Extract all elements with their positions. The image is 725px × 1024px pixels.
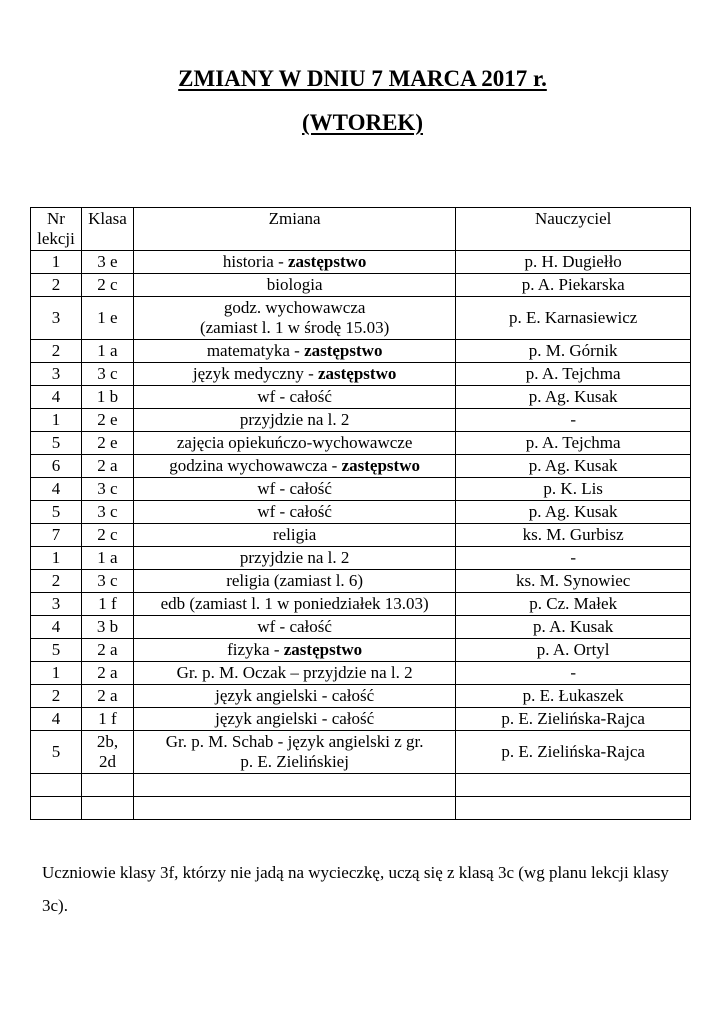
change-cell-text: wf - całość [257, 479, 332, 498]
class-cell-text: 2 a [97, 640, 118, 659]
teacher-cell-text: p. E. Karnasiewicz [508, 308, 638, 327]
class-cell-text: 1 f [98, 594, 117, 613]
change-cell-text: religia [272, 525, 317, 544]
teacher-cell [456, 501, 691, 524]
class-cell [81, 432, 133, 455]
table-row [31, 685, 691, 708]
empty-cell [31, 797, 82, 820]
change-cell [133, 731, 455, 774]
table-header-row [31, 208, 691, 251]
lesson-number-cell [31, 731, 82, 774]
lesson-number-cell-text: 4 [51, 387, 61, 406]
change-cell [133, 340, 455, 363]
lesson-number-cell-text: 5 [51, 742, 61, 761]
teacher-cell [456, 570, 691, 593]
class-cell-text: 3 c [97, 364, 118, 383]
teacher-cell-text: p. Ag. Kusak [528, 456, 618, 475]
lesson-number-cell-text: 5 [51, 640, 61, 659]
header-change: Zmiana [133, 208, 455, 251]
lesson-number-cell [31, 547, 82, 570]
header-lesson-number: Nr lekcji [31, 208, 82, 251]
class-cell-text: 2 e [97, 410, 118, 429]
lesson-number-cell [31, 662, 82, 685]
teacher-cell-text: ks. M. Synowiec [516, 571, 631, 590]
lesson-number-cell [31, 340, 82, 363]
empty-cell [133, 774, 455, 797]
table-row [31, 616, 691, 639]
change-cell-text: przyjdzie na l. 2 [239, 548, 350, 567]
change-cell-text: zastępstwo [304, 341, 383, 360]
table-row [31, 501, 691, 524]
lesson-number-cell-text: 4 [51, 617, 61, 636]
table-row [31, 547, 691, 570]
teacher-cell-text: p. Cz. Małek [529, 594, 618, 613]
class-cell [81, 478, 133, 501]
change-cell [133, 409, 455, 432]
class-cell [81, 409, 133, 432]
table-row [31, 363, 691, 386]
lesson-number-cell-text: 2 [51, 571, 61, 590]
change-cell-text: godz. wychowawcza [223, 298, 366, 317]
teacher-cell [456, 409, 691, 432]
class-cell [81, 386, 133, 409]
class-cell [81, 708, 133, 731]
change-cell [133, 432, 455, 455]
empty-cell [456, 774, 691, 797]
lesson-number-cell [31, 570, 82, 593]
change-cell [133, 363, 455, 386]
change-cell-text: zajęcia opiekuńczo-wychowawcze [176, 433, 413, 452]
table-row [31, 274, 691, 297]
teacher-cell-text: p. K. Lis [543, 479, 603, 498]
change-cell-text: Gr. p. M. Schab - język angielski z gr. [165, 732, 424, 751]
table-row [31, 455, 691, 478]
class-cell [81, 616, 133, 639]
class-cell-text: 2 e [97, 433, 118, 452]
change-cell-text: język medyczny - [192, 364, 318, 383]
table-row [31, 570, 691, 593]
lesson-number-cell-text: 5 [51, 502, 61, 521]
footer-note: Uczniowie klasy 3f, którzy nie jadą na wycieczkę, uczą się z klasą 3c (wg planu lekcji klasy 3c). [42, 863, 669, 915]
change-cell-text: zastępstwo [317, 364, 397, 383]
empty-cell [456, 797, 691, 820]
teacher-cell [456, 340, 691, 363]
class-cell [81, 501, 133, 524]
class-cell-text: 3 e [97, 252, 118, 271]
teacher-cell [456, 297, 691, 340]
class-cell-text: 2 c [97, 525, 118, 544]
class-cell [81, 363, 133, 386]
lesson-number-cell [31, 685, 82, 708]
table-row [31, 662, 691, 685]
class-cell-text: 3 c [97, 479, 118, 498]
header-teacher: Nauczyciel [456, 208, 691, 251]
lesson-number-cell-text: 1 [51, 252, 61, 271]
change-cell-text: zastępstwo [288, 252, 367, 271]
change-cell-text: wf - całość [257, 387, 332, 406]
change-cell [133, 274, 455, 297]
teacher-cell-text: - [570, 663, 576, 682]
class-cell-text: 1 f [98, 709, 117, 728]
teacher-cell-text: p. E. Zielińska-Rajca [501, 742, 645, 761]
table-row [31, 409, 691, 432]
teacher-cell [456, 455, 691, 478]
teacher-cell-text: - [570, 410, 576, 429]
change-cell-text: przyjdzie na l. 2 [239, 410, 350, 429]
lesson-number-cell [31, 639, 82, 662]
teacher-cell-text: p. A. Kusak [533, 617, 614, 636]
change-cell-text: wf - całość [257, 502, 332, 521]
class-cell [81, 662, 133, 685]
lesson-number-cell-text: 1 [51, 548, 61, 567]
lesson-number-cell-text: 3 [51, 594, 61, 613]
empty-table-row [31, 774, 691, 797]
change-cell-text: matematyka - [206, 341, 305, 360]
lesson-number-cell-text: 3 [51, 308, 61, 327]
change-cell [133, 297, 455, 340]
table-row [31, 639, 691, 662]
class-cell [81, 524, 133, 547]
lesson-number-cell [31, 593, 82, 616]
teacher-cell [456, 274, 691, 297]
lesson-number-cell [31, 363, 82, 386]
lesson-number-cell [31, 501, 82, 524]
change-cell [133, 685, 455, 708]
lesson-number-cell-text: 1 [51, 410, 61, 429]
table-row [31, 478, 691, 501]
class-cell-text: 1 e [97, 308, 118, 327]
class-cell [81, 455, 133, 478]
teacher-cell [456, 251, 691, 274]
teacher-cell [456, 708, 691, 731]
lesson-number-cell-text: 6 [51, 456, 61, 475]
change-cell-text: język angielski - całość [215, 686, 375, 705]
table-row [31, 340, 691, 363]
table-row [31, 524, 691, 547]
class-cell-text: 2 c [97, 275, 118, 294]
class-cell-text: 2b, [96, 732, 119, 751]
empty-cell [133, 797, 455, 820]
class-cell-text: 2 a [97, 663, 118, 682]
lesson-number-cell [31, 432, 82, 455]
class-cell-text: 2 a [97, 686, 118, 705]
teacher-cell [456, 363, 691, 386]
lesson-number-cell [31, 409, 82, 432]
change-cell [133, 386, 455, 409]
teacher-cell [456, 547, 691, 570]
teacher-cell [456, 524, 691, 547]
teacher-cell-text: p. H. Dugiełło [524, 252, 622, 271]
substitutions-table [30, 207, 691, 820]
lesson-number-cell [31, 274, 82, 297]
change-cell [133, 616, 455, 639]
class-cell [81, 251, 133, 274]
class-cell-text: 3 c [97, 571, 118, 590]
change-cell-text: zastępstwo [341, 456, 420, 475]
teacher-cell-text: p. Ag. Kusak [528, 502, 618, 521]
teacher-cell-text: - [570, 548, 576, 567]
table-row [31, 386, 691, 409]
empty-cell [81, 774, 133, 797]
teacher-cell-text: p. A. Ortyl [536, 640, 610, 659]
change-cell [133, 662, 455, 685]
change-cell [133, 501, 455, 524]
table-row [31, 708, 691, 731]
teacher-cell-text: ks. M. Gurbisz [522, 525, 624, 544]
teacher-cell [456, 432, 691, 455]
class-cell [81, 731, 133, 774]
teacher-cell [456, 616, 691, 639]
change-cell [133, 524, 455, 547]
table-row [31, 251, 691, 274]
lesson-number-cell [31, 708, 82, 731]
teacher-cell-text: p. Ag. Kusak [528, 387, 618, 406]
lesson-number-cell [31, 478, 82, 501]
page-subtitle-weekday: (WTOREK) [302, 110, 423, 135]
change-cell-text: religia (zamiast l. 6) [226, 571, 364, 590]
change-cell-text: język angielski - całość [215, 709, 375, 728]
table-row [31, 593, 691, 616]
teacher-cell [456, 731, 691, 774]
lesson-number-cell-text: 2 [51, 275, 61, 294]
change-cell [133, 547, 455, 570]
change-cell-text: p. E. Zielińskiej [240, 752, 349, 771]
change-cell-text: Gr. p. M. Oczak – przyjdzie na l. 2 [176, 663, 413, 682]
lesson-number-cell [31, 251, 82, 274]
class-cell [81, 297, 133, 340]
teacher-cell [456, 478, 691, 501]
teacher-cell-text: p. E. Łukaszek [522, 686, 624, 705]
class-cell-text: 3 c [97, 502, 118, 521]
teacher-cell [456, 662, 691, 685]
change-cell [133, 639, 455, 662]
class-cell-text: 2d [98, 752, 116, 771]
lesson-number-cell-text: 4 [51, 479, 61, 498]
change-cell-text: godzina wychowawcza - [169, 456, 342, 475]
class-cell-text: 2 a [97, 456, 118, 475]
change-cell-text: edb (zamiast l. 1 w poniedziałek 13.03) [160, 594, 429, 613]
class-cell [81, 340, 133, 363]
change-cell-text: zastępstwo [283, 640, 363, 659]
page-title: ZMIANY W DNIU 7 MARCA 2017 r. [178, 66, 547, 91]
change-cell [133, 570, 455, 593]
teacher-cell [456, 386, 691, 409]
teacher-cell-text: p. M. Górnik [528, 341, 618, 360]
lesson-number-cell-text: 2 [51, 686, 61, 705]
lesson-number-cell-text: 7 [51, 525, 61, 544]
teacher-cell-text: p. A. Tejchma [525, 364, 621, 383]
change-cell [133, 478, 455, 501]
teacher-cell-text: p. E. Zielińska-Rajca [501, 709, 645, 728]
lesson-number-cell [31, 616, 82, 639]
class-cell [81, 274, 133, 297]
table-row [31, 297, 691, 340]
lesson-number-cell [31, 524, 82, 547]
change-cell-text: biologia [266, 275, 323, 294]
teacher-cell [456, 685, 691, 708]
teacher-cell-text: p. A. Tejchma [525, 433, 621, 452]
class-cell-text: 1 a [97, 548, 118, 567]
lesson-number-cell-text: 3 [51, 364, 61, 383]
class-cell [81, 639, 133, 662]
class-cell [81, 547, 133, 570]
change-cell [133, 593, 455, 616]
teacher-cell [456, 639, 691, 662]
empty-cell [31, 774, 82, 797]
teacher-cell [456, 593, 691, 616]
change-cell [133, 251, 455, 274]
lesson-number-cell-text: 2 [51, 341, 61, 360]
empty-table-row [31, 797, 691, 820]
change-cell-text: wf - całość [257, 617, 332, 636]
change-cell-text: historia - [222, 252, 289, 271]
empty-cell [81, 797, 133, 820]
table-row [31, 432, 691, 455]
teacher-cell-text: p. A. Piekarska [521, 275, 625, 294]
lesson-number-cell-text: 5 [51, 433, 61, 452]
change-cell-text: fizyka - [227, 640, 284, 659]
change-cell-text: (zamiast l. 1 w środę 15.03) [199, 318, 390, 337]
table-row [31, 731, 691, 774]
class-cell-text: 3 b [96, 617, 119, 636]
lesson-number-cell-text: 4 [51, 709, 61, 728]
class-cell-text: 1 a [97, 341, 118, 360]
lesson-number-cell [31, 455, 82, 478]
header-class: Klasa [81, 208, 133, 251]
class-cell [81, 685, 133, 708]
class-cell [81, 593, 133, 616]
change-cell [133, 455, 455, 478]
lesson-number-cell-text: 1 [51, 663, 61, 682]
class-cell-text: 1 b [96, 387, 119, 406]
change-cell [133, 708, 455, 731]
lesson-number-cell [31, 297, 82, 340]
lesson-number-cell [31, 386, 82, 409]
class-cell [81, 570, 133, 593]
